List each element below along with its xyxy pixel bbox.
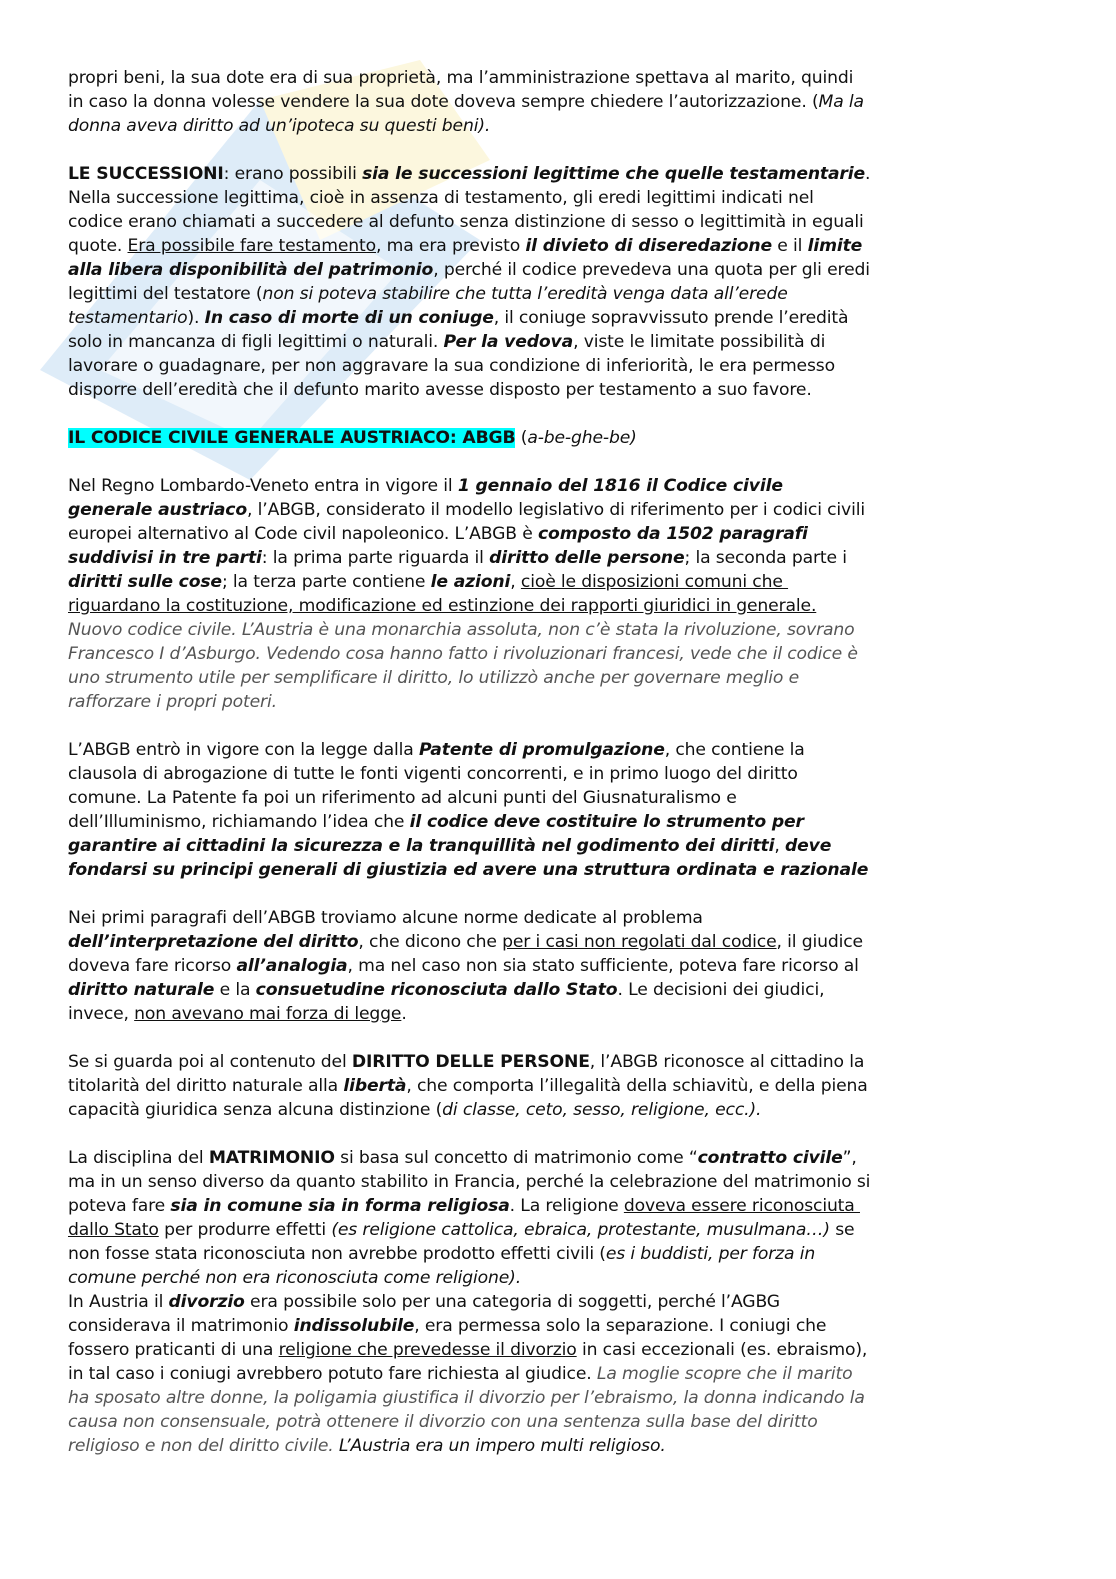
text-run: ma in un senso diverso da quanto stabilito in Francia, perché la celebrazione del matrimonio si — [68, 1172, 871, 1192]
text-run: Nei primi paragrafi dell’ABGB troviamo alcune norme dedicate al problema — [68, 908, 703, 928]
text-run: in caso la donna volesse vendere la sua dote doveva sempre chiedere l’autorizzazione. ( — [68, 92, 819, 112]
underlined-text: riguardano la costituzione, modificazione ed estinzione dei rapporti giuridici in generale. — [68, 596, 817, 616]
text-run: lavorare o guadagnare, per non aggravare la sua condizione di inferiorità, le era permesso — [68, 356, 835, 376]
text-run: : la prima parte riguarda il — [261, 548, 490, 568]
text-line — [68, 906, 870, 930]
italic-text: testamentario — [68, 308, 188, 328]
text-line — [68, 1002, 870, 1026]
text-run: propri beni, la sua dote era di sua proprietà, ma l’amministrazione spettava al marito, quindi — [68, 68, 854, 88]
text-line — [68, 1098, 870, 1122]
text-line — [68, 210, 870, 234]
text-run: doveva fare ricorso — [68, 956, 237, 976]
bold-italic-text: deve — [785, 836, 832, 856]
bold-italic-text: Per la vedova — [443, 332, 574, 352]
text-run: per produrre effetti — [158, 1220, 332, 1240]
italic-text: Ma la — [818, 92, 864, 112]
bold-italic-text: 1 gennaio del 1816 il Codice civile — [457, 476, 783, 496]
text-run: , perché il codice prevedeva una quota per gli eredi — [433, 260, 870, 280]
text-line — [68, 1074, 870, 1098]
text-line — [68, 594, 870, 618]
text-run: . — [865, 164, 871, 184]
text-run: Nel Regno Lombardo-Veneto entra in vigore il — [68, 476, 458, 496]
text-run: . Le decisioni dei giudici, — [617, 980, 825, 1000]
text-line — [68, 498, 870, 522]
bold-italic-text: In caso di morte di un coniuge — [204, 308, 494, 328]
text-run: era possibile solo per una categoria di soggetti, perché l’AGBG — [244, 1292, 780, 1312]
note-text: religioso e non del diritto civile. — [68, 1436, 339, 1456]
text-line — [68, 162, 870, 186]
text-line — [68, 1362, 870, 1386]
bold-italic-text: generale austriaco — [68, 500, 248, 520]
blank-line — [68, 714, 870, 738]
text-line — [68, 522, 870, 546]
text-line — [68, 1338, 870, 1362]
bold-italic-text: diritti sulle cose — [68, 572, 222, 592]
bold-italic-text: diritto naturale — [68, 980, 215, 1000]
document-body — [68, 66, 870, 1458]
text-run: , ma era previsto — [376, 236, 526, 256]
bold-italic-text: dell’interpretazione del diritto — [68, 932, 359, 952]
bold-italic-text: composto da 1502 paragrafi — [538, 524, 808, 544]
text-run: La disciplina del — [68, 1148, 209, 1168]
text-line — [68, 738, 870, 762]
italic-text: di classe, ceto, sesso, religione, ecc.). — [442, 1100, 762, 1120]
text-run: fossero praticanti di una — [68, 1340, 279, 1360]
bold-italic-text: limite — [807, 236, 863, 256]
bold-text: DIRITTO DELLE PERSONE — [351, 1052, 590, 1072]
text-line — [68, 1386, 870, 1410]
blank-line — [68, 1026, 870, 1050]
text-run: clausola di abrogazione di tutte le fonti vigenti concorrenti, e in primo luogo del diritto — [68, 764, 798, 784]
text-line — [68, 114, 870, 138]
text-run: quote. — [68, 236, 128, 256]
note-text: uno strumento utile per semplificare il diritto, lo utilizzò anche per governare meglio e — [68, 668, 799, 688]
text-run: L’ABGB entrò in vigore con la legge dalla — [68, 740, 419, 760]
text-line — [68, 810, 870, 834]
text-run: poteva fare — [68, 1196, 171, 1216]
note-text: ha sposato altre donne, la poligamia giustifica il divorzio per l’ebraismo, la donna indicando la — [68, 1388, 865, 1408]
italic-text: es i buddisti, per forza in — [605, 1244, 816, 1264]
text-run: disporre dell’eredità che il defunto marito avesse disposto per testamento a suo favore. — [68, 380, 812, 400]
text-run: comune. La Patente fa poi un riferimento ad alcuni punti del Giusnaturalismo e — [68, 788, 737, 808]
text-line — [68, 1410, 870, 1434]
text-run: , il coniuge sopravvissuto prende l’eredità — [493, 308, 849, 328]
text-run: , l’ABGB, considerato il modello legislativo di riferimento per i codici civili — [247, 500, 865, 520]
note-text: Francesco I d’Asburgo. Vedendo cosa hanno fatto i rivoluzionari francesi, vede che il codice è — [68, 644, 858, 664]
bold-italic-text: all’analogia — [236, 956, 348, 976]
text-run: , l’ABGB riconosce al cittadino la — [589, 1052, 865, 1072]
text-run: si basa sul concetto di matrimonio come “ — [334, 1148, 698, 1168]
text-line — [68, 546, 870, 570]
text-line — [68, 330, 870, 354]
text-run: , era permessa solo la separazione. I coniugi che — [414, 1316, 827, 1336]
bold-italic-text: contratto civile — [697, 1148, 843, 1168]
underlined-text: dallo Stato — [68, 1220, 159, 1240]
blank-line — [68, 1122, 870, 1146]
text-line — [68, 378, 870, 402]
text-line — [68, 306, 870, 330]
text-run: considerava il matrimonio — [68, 1316, 294, 1336]
bold-italic-text: il codice deve costituire lo strumento per — [409, 812, 804, 832]
text-line — [68, 690, 870, 714]
blank-line — [68, 450, 870, 474]
text-run: : erano possibili — [223, 164, 363, 184]
bold-italic-text: il divieto di diseredazione — [525, 236, 772, 256]
text-line — [68, 1434, 870, 1458]
bold-italic-text: diritto delle persone — [489, 548, 685, 568]
underlined-text: Era possibile fare testamento — [127, 236, 377, 256]
text-line — [68, 1050, 870, 1074]
bold-italic-text: consuetudine riconosciuta dallo Stato — [255, 980, 618, 1000]
text-line — [68, 1170, 870, 1194]
text-line — [68, 66, 870, 90]
text-run: ; la terza parte contiene — [221, 572, 431, 592]
text-run: legittimi del testatore ( — [68, 284, 263, 304]
italic-text: comune perché non era riconosciuta come religione). — [68, 1268, 522, 1288]
note-text: causa non consensuale, potrà ottenere il divorzio con una sentenza sulla base del diritto — [68, 1412, 818, 1432]
text-run: . La religione — [509, 1196, 624, 1216]
text-line — [68, 570, 870, 594]
blank-line — [68, 402, 870, 426]
bold-text: MATRIMONIO — [208, 1148, 335, 1168]
text-line — [68, 426, 870, 450]
text-run: , ma nel caso non sia stato sufficiente, poteva fare ricorso al — [347, 956, 859, 976]
text-run: Nella successione legittima, cioè in assenza di testamento, gli eredi legittimi indicati nel — [68, 188, 814, 208]
text-run: , viste le limitate possibilità di — [573, 332, 826, 352]
text-run: non fosse stata riconosciuta non avrebbe prodotto effetti civili ( — [68, 1244, 606, 1264]
bold-italic-text: le azioni — [430, 572, 511, 592]
text-line — [68, 354, 870, 378]
blank-line — [68, 882, 870, 906]
bold-italic-text: sia le successioni legittime che quelle testamentarie — [362, 164, 865, 184]
text-run: , — [774, 836, 786, 856]
text-line — [68, 1218, 870, 1242]
bold-text: LE SUCCESSIONI — [68, 164, 224, 184]
text-line — [68, 666, 870, 690]
bold-italic-text: suddivisi in tre parti — [68, 548, 262, 568]
bold-italic-text: sia in comune sia in forma religiosa — [170, 1196, 510, 1216]
italic-text: non si poteva stabilire che tutta l’eredità venga data all’erede — [262, 284, 788, 304]
text-run: se — [829, 1220, 855, 1240]
text-line — [68, 1314, 870, 1338]
text-line — [68, 1194, 870, 1218]
text-run: ( — [515, 428, 528, 448]
text-run: ; la seconda parte i — [684, 548, 847, 568]
text-line — [68, 1266, 870, 1290]
text-run: , che dicono che — [358, 932, 503, 952]
italic-text: donna aveva diritto ad un’ipoteca su questi beni). — [68, 116, 491, 136]
text-line — [68, 834, 870, 858]
bold-italic-text: garantire ai cittadini la sicurezza e la tranquillità nel godimento dei diritti — [68, 836, 775, 856]
text-run: , che contiene la — [664, 740, 805, 760]
text-run: capacità giuridica senza alcuna distinzione ( — [68, 1100, 443, 1120]
text-run: , il giudice — [776, 932, 863, 952]
text-run: in casi eccezionali (es. ebraismo), — [576, 1340, 868, 1360]
text-line — [68, 642, 870, 666]
underlined-text: per i casi non regolati dal codice — [502, 932, 777, 952]
blank-line — [68, 138, 870, 162]
text-run: dell’Illuminismo, richiamando l’idea che — [68, 812, 410, 832]
text-run: , che comporta l’illegalità della schiavitù, e della piena — [406, 1076, 868, 1096]
text-run: In Austria il — [68, 1292, 169, 1312]
text-run: invece, — [68, 1004, 135, 1024]
italic-text: (es religione cattolica, ebraica, protestante, musulmana…) — [331, 1220, 830, 1240]
text-run: , — [510, 572, 521, 592]
note-text: rafforzare i propri poteri. — [68, 692, 277, 712]
text-line — [68, 1146, 870, 1170]
italic-text: a-be-ghe-be) — [527, 428, 637, 448]
underlined-text: religione che prevedesse il divorzio — [278, 1340, 577, 1360]
text-line — [68, 858, 870, 882]
text-line — [68, 978, 870, 1002]
note-text: Nuovo codice civile. L’Austria è una monarchia assoluta, non c’è stata la rivoluzione, sovrano — [68, 620, 855, 640]
text-line — [68, 186, 870, 210]
underlined-text: doveva essere riconosciuta — [623, 1196, 860, 1216]
text-run: e la — [214, 980, 256, 1000]
text-run: solo in mancanza di figli legittimi o naturali. — [68, 332, 444, 352]
text-run: ”, — [842, 1148, 857, 1168]
text-line — [68, 618, 870, 642]
text-line — [68, 1290, 870, 1314]
bold-italic-text: alla libera disponibilità del patrimonio — [68, 260, 434, 280]
text-run: ). — [187, 308, 205, 328]
text-run: Se si guarda poi al contenuto del — [68, 1052, 352, 1072]
bold-italic-text: indissolubile — [293, 1316, 415, 1336]
underlined-text: cioè le disposizioni comuni che — [520, 572, 789, 592]
section-heading: IL CODICE CIVILE GENERALE AUSTRIACO: ABGB — [68, 428, 516, 448]
text-run: titolarità del diritto naturale alla — [68, 1076, 344, 1096]
text-run: . — [401, 1004, 407, 1024]
bold-italic-text: Patente di promulgazione — [418, 740, 665, 760]
text-line — [68, 282, 870, 306]
text-line — [68, 258, 870, 282]
italic-text: L’Austria era un impero multi religioso. — [338, 1436, 666, 1456]
text-line — [68, 1242, 870, 1266]
text-line — [68, 954, 870, 978]
text-line — [68, 762, 870, 786]
text-run: e il — [771, 236, 808, 256]
underlined-text: non avevano mai forza di legge — [134, 1004, 402, 1024]
text-line — [68, 930, 870, 954]
text-line — [68, 786, 870, 810]
text-run: europei alternativo al Code civil napoleonico. L’ABGB è — [68, 524, 538, 544]
text-run: codice erano chiamati a succedere al defunto senza distinzione di sesso o legittimità in eguali — [68, 212, 864, 232]
text-run: in tal caso i coniugi avrebbero potuto fare richiesta al giudice. — [68, 1364, 597, 1384]
text-line — [68, 90, 870, 114]
bold-italic-text: divorzio — [168, 1292, 245, 1312]
note-text: La moglie scopre che il marito — [596, 1364, 853, 1384]
text-line — [68, 474, 870, 498]
bold-italic-text: fondarsi su principi generali di giustizia ed avere una struttura ordinata e razionale — [68, 860, 869, 880]
bold-italic-text: libertà — [343, 1076, 407, 1096]
text-line — [68, 234, 870, 258]
